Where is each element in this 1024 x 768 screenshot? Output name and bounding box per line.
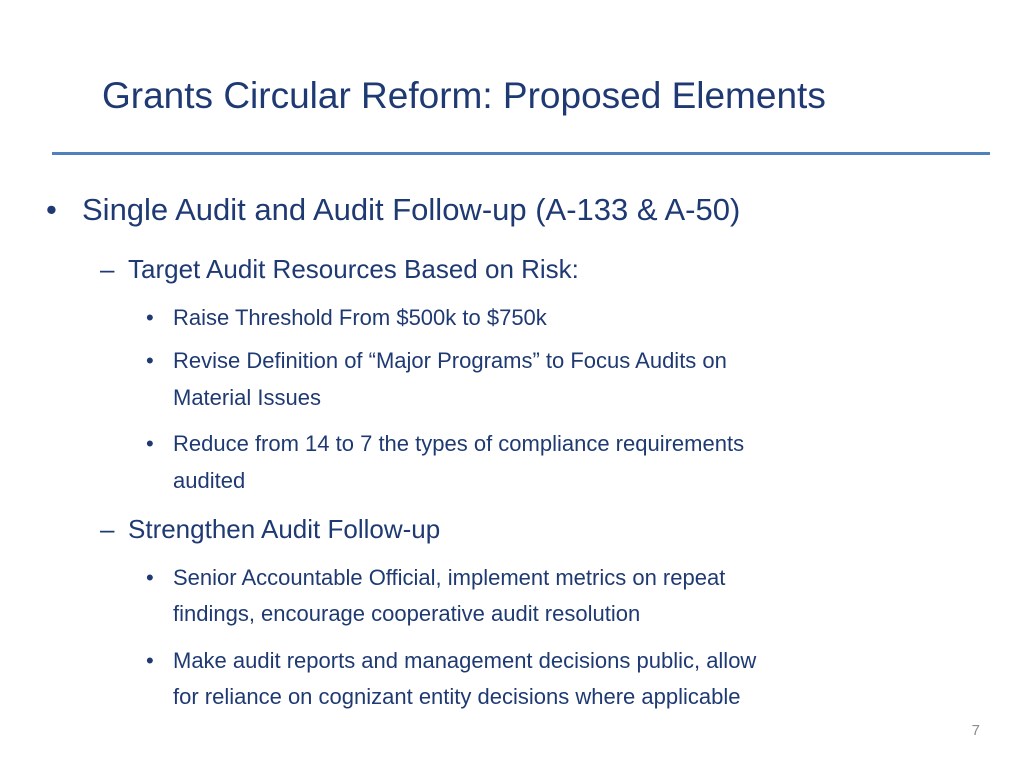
level1-bullet: •	[46, 192, 57, 227]
public-reports-item-line-1: Make audit reports and management decisions public, allow	[173, 648, 757, 673]
strengthen-follow-up-subheading: Strengthen Audit Follow-up	[128, 514, 441, 544]
page-number: 7	[971, 722, 980, 739]
senior-official-item-line-1: Senior Accountable Official, implement metrics on repeat	[173, 565, 726, 590]
level2-bullet-dash: –	[100, 514, 115, 544]
level3-bullet: •	[146, 348, 154, 373]
level3-bullet: •	[146, 305, 154, 330]
single-audit-heading: Single Audit and Audit Follow-up (A-133 & A-50)	[82, 192, 741, 227]
reduce-compliance-item-line-2: audited	[173, 468, 246, 493]
level2-bullet-dash: –	[100, 254, 115, 284]
raise-threshold-item: Raise Threshold From $500k to $750k	[173, 305, 547, 330]
revise-definition-item-line-2: Material Issues	[173, 385, 321, 410]
reduce-compliance-item-line-1: Reduce from 14 to 7 the types of compliance requirements	[173, 431, 745, 456]
slide-title: Grants Circular Reform: Proposed Elements	[102, 75, 826, 116]
target-resources-subheading: Target Audit Resources Based on Risk:	[128, 254, 579, 284]
senior-official-item-line-2: findings, encourage cooperative audit resolution	[173, 601, 641, 626]
public-reports-item-line-2: for reliance on cognizant entity decisions where applicable	[173, 684, 741, 709]
revise-definition-item-line-1: Revise Definition of “Major Programs” to Focus Audits on	[173, 348, 727, 373]
level3-bullet: •	[146, 431, 154, 456]
level3-bullet: •	[146, 565, 154, 590]
level3-bullet: •	[146, 648, 154, 673]
